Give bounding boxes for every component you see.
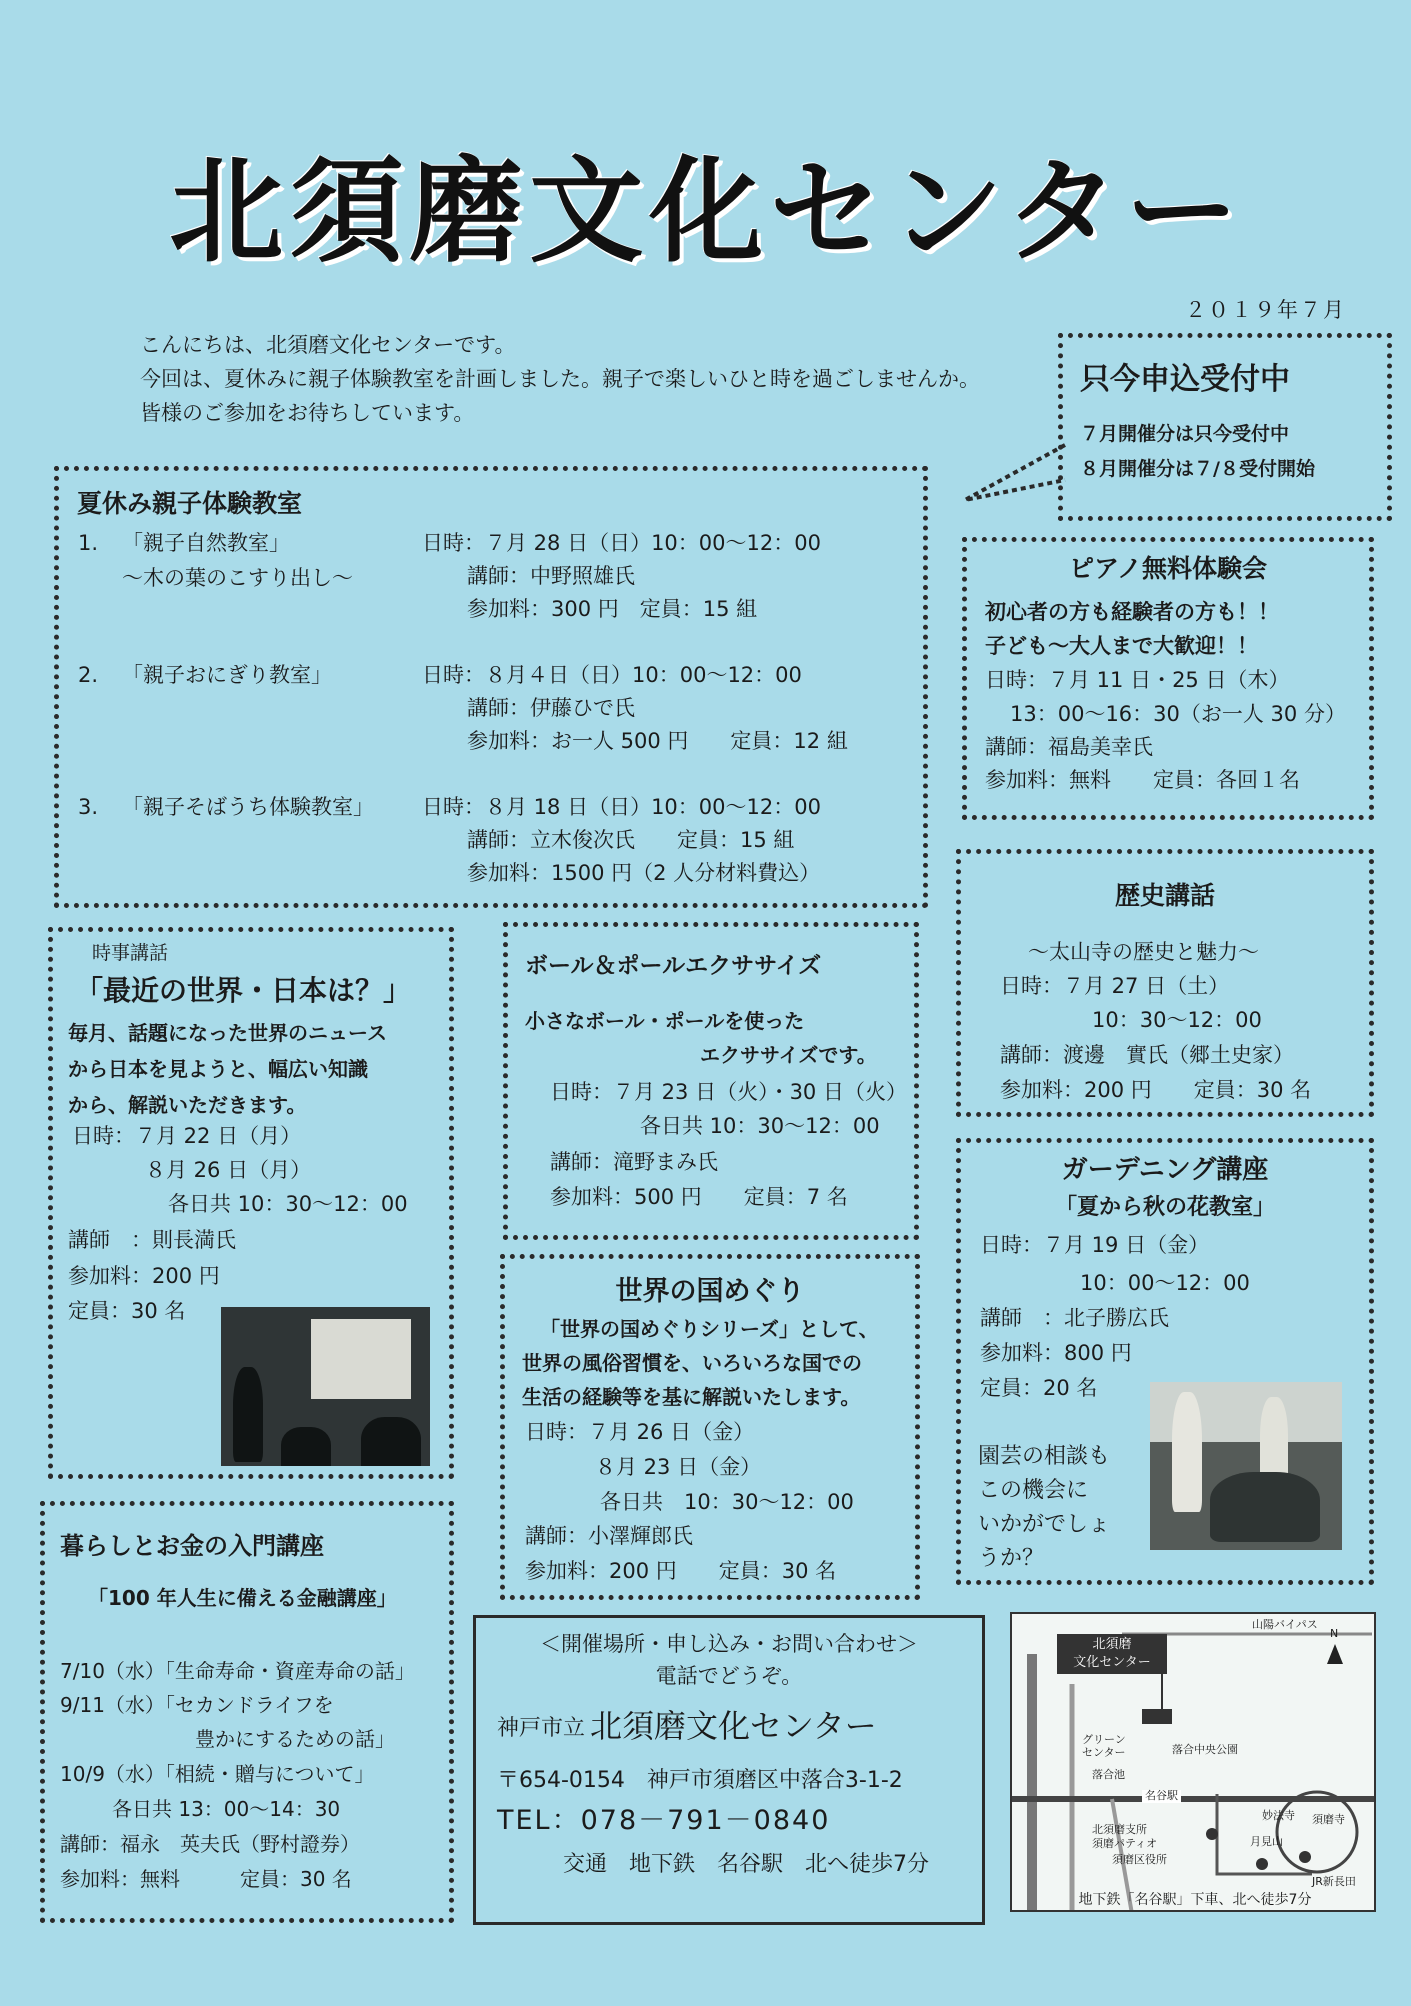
history-line: 参加料：200 円 定員：30 名 — [1000, 1078, 1312, 1102]
contact-name: 北須磨文化センター — [590, 1707, 877, 1745]
map-label: 落合中央公園 — [1172, 1743, 1238, 1756]
map-label: JR新長田 — [1312, 1875, 1356, 1888]
map-center-label — [1057, 1634, 1167, 1674]
ball-heading: ボール＆ポールエクササイズ — [525, 953, 822, 979]
garden-line: 定員：20 名 — [980, 1376, 1098, 1400]
map-label: 須磨区役所 — [1112, 1853, 1167, 1866]
piano-line: 子ども～大人まで大歓迎！！ — [985, 634, 1258, 658]
news-line: 各日共 10：30～12：00 — [168, 1192, 408, 1216]
world-line: ８月 23 日（金） — [595, 1455, 762, 1479]
summer-item-num: 3. — [78, 795, 99, 819]
contact-heading: ＜開催場所・申し込み・お問い合わせ＞ — [540, 1632, 918, 1656]
news-desc: から日本を見ようと、幅広い知識 — [68, 1057, 368, 1081]
contact-access: 交通 地下鉄 名谷駅 北へ徒歩7分 — [563, 1852, 929, 1877]
summer-item-date: 日時：８月４日（日）10：00～12：00 — [422, 663, 802, 687]
garden-line: 10：00～12：00 — [1080, 1271, 1250, 1295]
world-heading: 世界の国めぐり — [615, 1276, 805, 1307]
map-label: 名谷駅 — [1142, 1790, 1181, 1803]
piano-line: 参加料：無料 定員：各回１名 — [985, 768, 1300, 792]
news-label: 時事講話 — [92, 942, 169, 964]
contact-tel: TEL：078－791－0840 — [497, 1805, 831, 1836]
piano-line: 13：00～16：30（お一人 30 分） — [1010, 702, 1346, 726]
history-line: 10：30～12：00 — [1092, 1008, 1262, 1032]
garden-line: 参加料：800 円 — [980, 1341, 1132, 1365]
map-label: 須磨パティオ — [1092, 1837, 1158, 1850]
money-line: 参加料：無料 定員：30 名 — [60, 1867, 352, 1891]
garden-line: 日時：７月 19 日（金） — [980, 1233, 1210, 1257]
notice-line: ７月開催分は只今受付中 — [1080, 423, 1290, 445]
news-desc: から、解説いただきます。 — [68, 1093, 307, 1117]
notice-heading: 只今申込受付中 — [1080, 362, 1290, 397]
news-line: 参加料：200 円 — [68, 1264, 220, 1288]
map-label: 落合池 — [1092, 1768, 1125, 1781]
summer-item-name: 「親子おにぎり教室」 — [122, 663, 332, 687]
garden-note: 園芸の相談も — [978, 1444, 1111, 1469]
money-line: 豊かにするための話」 — [195, 1727, 395, 1751]
summer-item-name: 「親子そばうち体験教室」 — [122, 795, 374, 819]
summer-item-fee: 参加料：お一人 500 円 定員：12 組 — [467, 729, 848, 753]
garden-note: うか？ — [978, 1546, 1045, 1571]
access-map — [1010, 1612, 1376, 1912]
garden-note: いかがでしょ — [978, 1512, 1111, 1537]
garden-line: 講師 ：北子勝広氏 — [980, 1306, 1169, 1330]
garden-photo — [1150, 1382, 1342, 1550]
lecture-photo — [221, 1307, 430, 1466]
history-line: 講師：渡邊 實氏（郷土史家） — [1000, 1043, 1294, 1067]
garden-note: この機会に — [978, 1478, 1089, 1503]
intro-line: こんにちは、北須磨文化センターです。 — [140, 333, 516, 357]
money-heading: 暮らしとお金の入門講座 — [60, 1532, 324, 1560]
money-sub: 「100 年人生に備える金融講座」 — [88, 1586, 397, 1610]
world-line: 参加料：200 円 定員：30 名 — [525, 1559, 837, 1583]
intro-line: 今回は、夏休みに親子体験教室を計画しました。親子で楽しいひと時を過ごしませんか。 — [140, 367, 980, 391]
map-label: 妙法寺 — [1262, 1809, 1295, 1822]
map-label: 文化センター — [1073, 1655, 1151, 1670]
summer-item-num: 2. — [78, 663, 99, 687]
news-desc: 毎月、話題になった世界のニュース — [68, 1021, 387, 1045]
news-line: 日時：７月 22 日（月） — [72, 1124, 302, 1148]
ball-desc: エクササイズです。 — [700, 1043, 877, 1067]
ball-desc: 小さなボール・ポールを使った — [525, 1009, 805, 1033]
contact-prefix: 神戸市立 — [497, 1716, 586, 1741]
summer-item-num: 1. — [78, 531, 99, 555]
map-label: 須磨寺 — [1312, 1813, 1345, 1826]
summer-item-date: 日時：７月 28 日（日）10：00～12：00 — [422, 531, 821, 555]
piano-line: 日時：７月 11 日・25 日（木） — [985, 668, 1290, 692]
issue-date: ２０１９年７月 — [1185, 298, 1346, 322]
map-label: 北須磨 — [1092, 1637, 1132, 1652]
world-desc: 生活の経験等を基に解説いたします。 — [522, 1385, 861, 1409]
map-label: 山陽バイパス — [1252, 1618, 1318, 1631]
ball-line: 日時：７月 23 日（火）・30 日（火） — [550, 1080, 907, 1104]
map-label: 北須磨支所 — [1092, 1823, 1147, 1836]
world-line: 各日共 10：30～12：00 — [600, 1490, 854, 1514]
garden-heading: ガーデニング講座 — [1061, 1155, 1269, 1185]
summer-item-fee: 参加料：1500 円（2 人分材料費込） — [467, 861, 821, 885]
map-label: 月見山 — [1250, 1835, 1283, 1848]
summer-item-teacher: 講師：立木俊次氏 定員：15 組 — [467, 828, 795, 852]
piano-line: 講師：福島美幸氏 — [985, 735, 1153, 759]
map-caption: 地下鉄「名谷駅」下車、北へ徒歩7分 — [1078, 1892, 1312, 1908]
piano-line: 初心者の方も経験者の方も！！ — [985, 600, 1279, 624]
money-line: 10/9（水）「相続・贈与について」 — [60, 1762, 375, 1786]
map-north-icon: N — [1330, 1627, 1339, 1640]
world-desc: 「世界の国めぐりシリーズ」として、 — [540, 1317, 879, 1341]
notice-line: ８月開催分は７/８受付開始 — [1080, 458, 1315, 480]
money-line: 9/11（水）「セカンドライフを — [60, 1693, 334, 1717]
summer-item-teacher: 講師：中野照雄氏 — [467, 564, 635, 588]
map-label: グリーン センター — [1082, 1733, 1126, 1759]
news-heading: 「最近の世界・日本は？」 — [75, 974, 412, 1007]
world-desc: 世界の風俗習慣を、いろいろな国での — [522, 1351, 862, 1375]
news-line: 講師 ：則長満氏 — [68, 1228, 236, 1252]
notice-pointer — [960, 440, 1070, 510]
intro-line: 皆様のご参加をお待ちしています。 — [140, 401, 475, 425]
news-line: 定員：30 名 — [68, 1299, 186, 1323]
world-line: 講師：小澤輝郎氏 — [525, 1524, 693, 1548]
summer-item-date: 日時：８月 18 日（日）10：00～12：00 — [422, 795, 821, 819]
history-heading: 歴史講話 — [1114, 881, 1215, 910]
piano-heading: ピアノ無料体験会 — [1068, 554, 1267, 583]
contact-sub: 電話でどうぞ。 — [655, 1664, 803, 1688]
money-line: 各日共 13：00～14：30 — [112, 1797, 341, 1821]
page-title: 北須磨文化センター — [169, 145, 1245, 278]
ball-line: 各日共 10：30～12：00 — [640, 1114, 880, 1138]
summer-heading: 夏休み親子体験教室 — [77, 489, 303, 518]
contact-address: 〒654-0154 神戸市須磨区中落合3-1-2 — [497, 1768, 903, 1793]
summer-item-fee: 参加料：300 円 定員：15 組 — [467, 597, 758, 621]
history-line: 日時：７月 27 日（土） — [1000, 974, 1230, 998]
garden-sub: 「夏から秋の花教室」 — [1054, 1195, 1275, 1220]
money-line: 7/10（水）「生命寿命・資産寿命の話」 — [60, 1659, 415, 1683]
history-sub: ～太山寺の歴史と魅力～ — [1028, 940, 1259, 964]
ball-line: 講師：滝野まみ氏 — [550, 1150, 718, 1174]
summer-item-name: 「親子自然教室」 — [122, 531, 290, 555]
world-line: 日時：７月 26 日（金） — [525, 1420, 755, 1444]
summer-item-sub: ～木の葉のこすり出し～ — [122, 566, 353, 590]
news-line: ８月 26 日（月） — [145, 1158, 312, 1182]
ball-line: 参加料：500 円 定員：7 名 — [550, 1185, 848, 1209]
money-line: 講師：福永 英夫氏（野村證券） — [60, 1832, 360, 1856]
summer-item-teacher: 講師：伊藤ひで氏 — [467, 696, 635, 720]
